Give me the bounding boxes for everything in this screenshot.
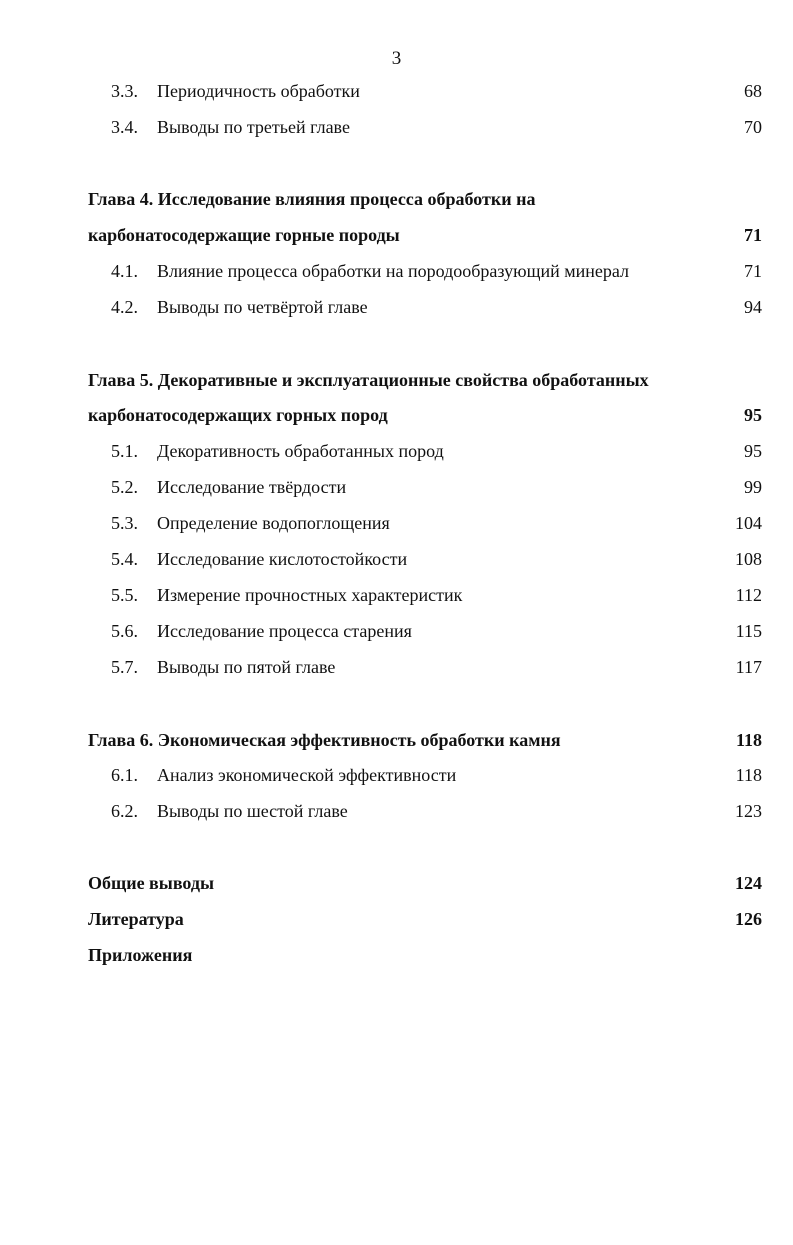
page-ref: 68	[744, 81, 762, 101]
chapter-title: Глава 6. Экономическая эффективность обработки камня	[88, 730, 561, 750]
section-number: 4.1.	[111, 261, 138, 281]
chapter-title: Глава 5. Декоративные и эксплуатационные свойства обработанных	[88, 370, 649, 390]
toc-entry-conclusions[interactable]	[0, 868, 793, 898]
section-number: 5.4.	[111, 549, 138, 569]
toc-chapter-5-line2[interactable]	[0, 400, 793, 430]
section-number: 5.7.	[111, 657, 138, 677]
page-ref: 124	[735, 873, 762, 893]
section-title: Выводы по четвёртой главе	[157, 297, 368, 317]
section-title: Исследование кислотостойкости	[157, 549, 408, 569]
chapter-title: Глава 4. Исследование влияния процесса обработки на	[88, 189, 536, 209]
chapter-title-cont: карбонатосодержащие горные породы	[88, 225, 400, 245]
section-number: 5.5.	[111, 585, 138, 605]
page-ref: 118	[735, 765, 762, 785]
section-number: 3.4.	[111, 117, 138, 137]
toc-entry-5-7[interactable]	[0, 652, 793, 682]
section-number: 6.1.	[111, 765, 138, 785]
toc-entry-6-2[interactable]	[0, 796, 793, 826]
section-number: 4.2.	[111, 297, 138, 317]
section-title: Периодичность обработки	[157, 81, 360, 101]
page-ref: 95	[744, 405, 762, 425]
section-number: 5.2.	[111, 477, 138, 497]
toc-chapter-4-line1[interactable]	[0, 184, 793, 214]
chapter-title-cont: карбонатосодержащих горных пород	[88, 405, 388, 425]
toc-entry-5-1[interactable]	[0, 436, 793, 466]
toc-entry-3-3[interactable]	[0, 76, 793, 106]
entry-title: Общие выводы	[88, 873, 215, 893]
page-ref: 108	[735, 549, 762, 569]
page-ref: 94	[744, 297, 762, 317]
page-ref: 118	[735, 730, 762, 750]
section-number: 5.6.	[111, 621, 138, 641]
page-ref: 71	[744, 225, 762, 245]
section-title: Измерение прочностных характеристик	[157, 585, 463, 605]
page-ref: 126	[735, 909, 762, 929]
section-number: 5.1.	[111, 441, 138, 461]
page-ref: 70	[744, 117, 762, 137]
toc-entry-3-4[interactable]	[0, 112, 793, 142]
section-title: Влияние процесса обработки на породообразующий минерал	[157, 261, 629, 281]
section-title: Выводы по пятой главе	[157, 657, 336, 677]
toc-entry-5-4[interactable]	[0, 544, 793, 574]
section-title: Исследование твёрдости	[157, 477, 347, 497]
entry-title: Литература	[88, 909, 184, 929]
toc-entry-5-5[interactable]	[0, 580, 793, 610]
toc-chapter-6[interactable]	[0, 725, 793, 755]
page-ref: 99	[744, 477, 762, 497]
page-ref: 123	[735, 801, 762, 821]
page-ref: 112	[735, 585, 762, 605]
toc-entry-literature[interactable]	[0, 904, 793, 934]
section-title: Декоративность обработанных пород	[157, 441, 444, 461]
section-title: Определение водопоглощения	[157, 513, 390, 533]
page-ref: 117	[735, 657, 762, 677]
toc-entry-4-2[interactable]	[0, 292, 793, 322]
toc-chapter-5-line1[interactable]	[0, 365, 793, 395]
section-number: 3.3.	[111, 81, 138, 101]
toc-entry-appendices[interactable]	[0, 940, 793, 970]
toc-entry-5-6[interactable]	[0, 616, 793, 646]
page-number: 3	[391, 48, 402, 69]
section-title: Исследование процесса старения	[157, 621, 412, 641]
toc-chapter-4-line2[interactable]	[0, 220, 793, 250]
entry-title: Приложения	[88, 945, 193, 965]
section-number: 5.3.	[111, 513, 138, 533]
page-ref: 115	[735, 621, 762, 641]
section-title: Выводы по третьей главе	[157, 117, 350, 137]
page-ref: 71	[744, 261, 762, 281]
section-number: 6.2.	[111, 801, 138, 821]
toc-entry-6-1[interactable]	[0, 760, 793, 790]
toc-entry-5-2[interactable]	[0, 472, 793, 502]
section-title: Анализ экономической эффективности	[157, 765, 457, 785]
page-ref: 104	[735, 513, 762, 533]
page-ref: 95	[744, 441, 762, 461]
toc-entry-5-3[interactable]	[0, 508, 793, 538]
section-title: Выводы по шестой главе	[157, 801, 348, 821]
toc-entry-4-1[interactable]	[0, 256, 793, 286]
